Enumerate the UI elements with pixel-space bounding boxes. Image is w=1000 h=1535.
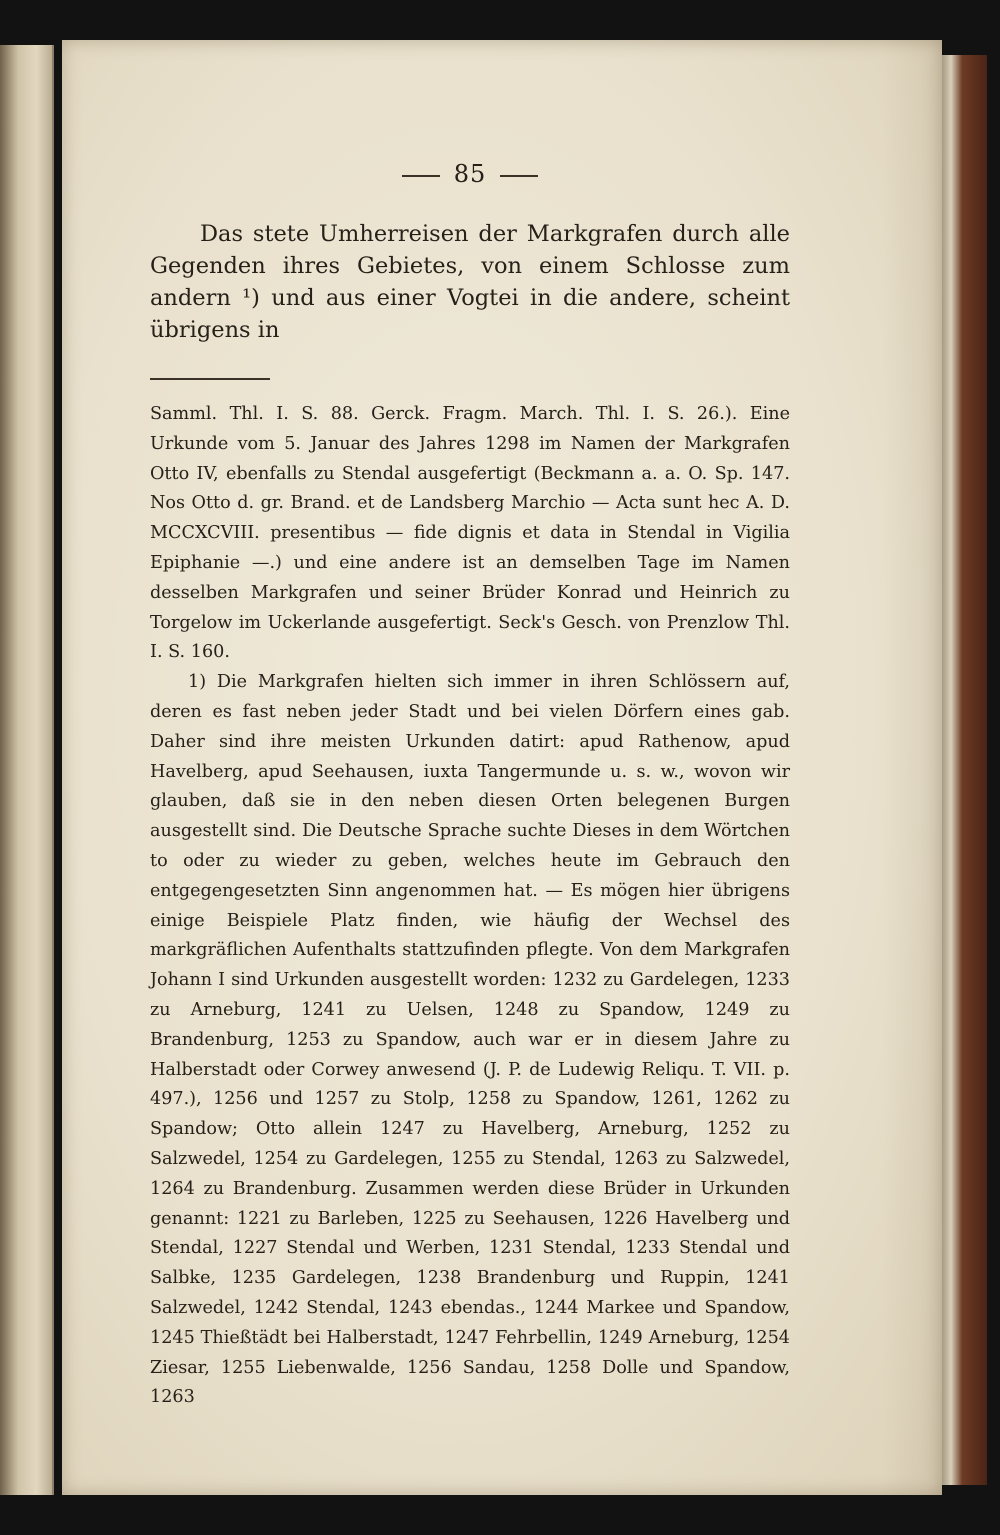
main-paragraph: Das stete Umherreisen der Markgrafen durch alle Gegenden ihres Gebietes, von einem Schlosse zum andern ¹) und aus einer Vogtei in die andere, scheint übrigens in (150, 221, 790, 343)
footnotes (150, 400, 790, 1413)
footnote-1: 1) Die Markgrafen hielten sich immer in ihren Schlössern auf, deren es fast neben jeder Stadt und bei vielen Dörfern eines gab. Daher sind ihre meisten Urkunden datirt: apud Rathenow, apud Havelberg, apud Seehausen, iuxta Tangermunde u. s. w., wovon wir glauben, daß sie in den neben diesen Orten belegenen Burgen ausgestellt sind. Die Deutsche Sprache suchte Dieses in dem Wörtchen to oder zu wieder zu geben, welches heute im Gebrauch den entgegengesetzten Sinn angenommen hat. — Es mögen hier übrigens einige Beispiele Platz finden, wie häufig der Wechsel des markgräflichen Aufenthalts stattzufinden pflegte. Von dem Markgrafen Johann I sind Urkunden ausgestellt worden: 1232 zu Gardelegen, 1233 zu Arneburg, 1241 zu Uelsen, 1248 zu Spandow, 1249 zu Brandenburg, 1253 zu Spandow, auch war er in diesem Jahre zu Halberstadt oder Corwey anwesend (J. P. de Ludewig Reliqu. T. VII. p. 497.), 1256 und 1257 zu Stolp, 1258 zu Spandow, 1261, 1262 zu Spandow; Otto allein 1247 zu Havelberg, Arneburg, 1252 zu Salzwedel, 1254 zu Gardelegen, 1255 zu Stendal, 1263 zu Salzwedel, 1264 zu Brandenburg. Zusammen werden diese Brüder in Urkunden genannt: 1221 zu Barleben, 1225 zu Seehausen, 1226 Havelberg und Stendal, 1227 Stendal und Werben, 1231 Stendal, 1233 Stendal und Salbke, 1235 Gardelegen, 1238 Brandenburg und Ruppin, 1241 Salzwedel, 1242 Stendal, 1243 ebendas., 1244 Markee und Spandow, 1245 Thießtädt bei Halberstadt, 1247 Fehrbellin, 1249 Arneburg, 1254 Ziesar, 1255 Liebenwalde, 1256 Sandau, 1258 Dolle und Spandow, 1263 (150, 672, 790, 1408)
footnote-separator (150, 378, 270, 380)
book-cover-edge (942, 55, 987, 1485)
page-header (150, 160, 790, 188)
header-rule-left (402, 175, 440, 177)
page-shading (882, 40, 942, 1495)
previous-page-edge (0, 45, 54, 1495)
page-content (150, 160, 790, 1413)
page-number: 85 (453, 160, 487, 188)
header-rule-right (500, 175, 538, 177)
footnote-continuation: Samml. Thl. I. S. 88. Gerck. Fragm. March. Thl. I. S. 26.). Eine Urkunde vom 5. Januar des Jahres 1298 im Namen der Markgrafen Otto IV, ebenfalls zu Stendal ausgefertigt (Beckmann a. a. O. Sp. 147. Nos Otto d. gr. Brand. et de Landsberg Marchio — Acta sunt hec A. D. MCCXCVIII. presentibus — fide dignis et data in Stendal in Vigilia Epiphanie —.) und eine andere ist an demselben Tage im Namen desselben Markgrafen und seiner Brüder Konrad und Heinrich zu Torgelow im Uckerlande ausgefertigt. Seck's Gesch. von Prenzlow Thl. I. S. 160. (150, 404, 790, 663)
